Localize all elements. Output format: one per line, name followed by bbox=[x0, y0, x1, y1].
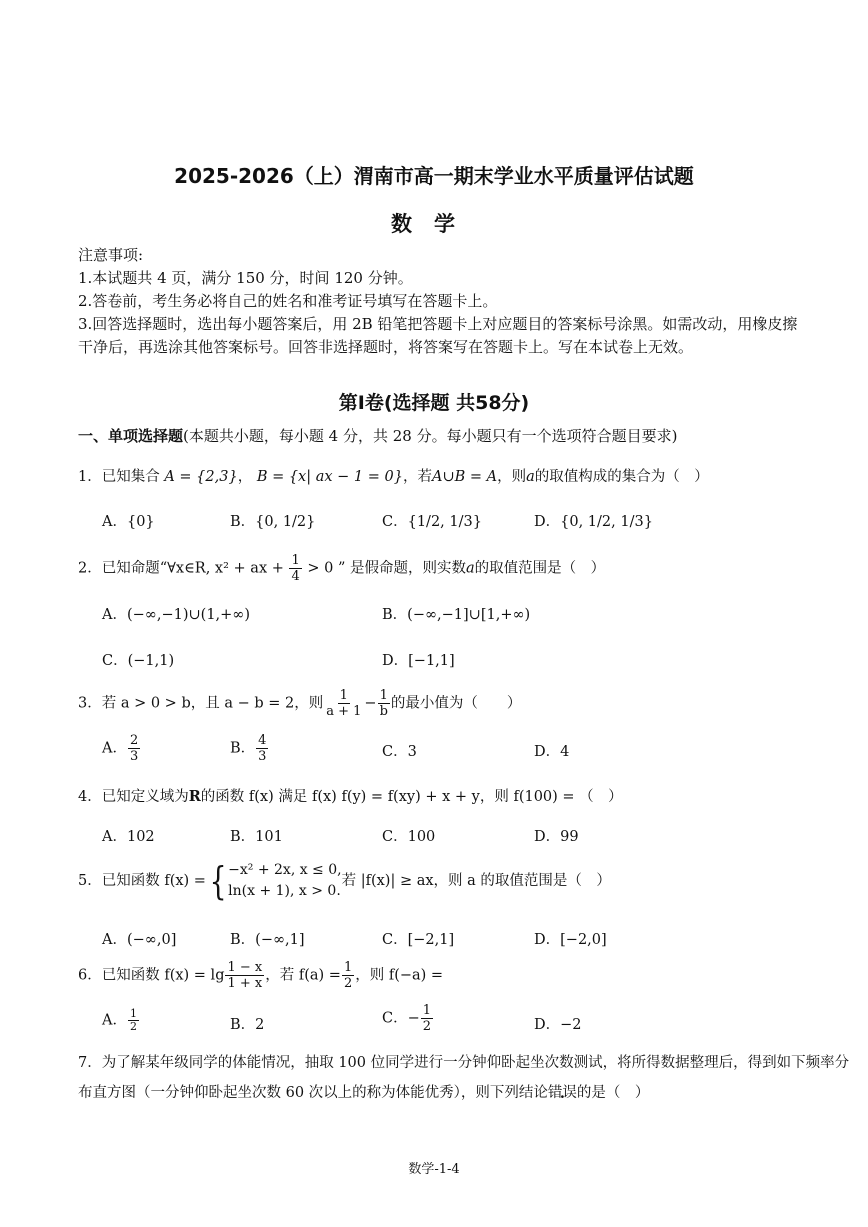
q1-option-c[interactable]: C．{1/2, 1/3} bbox=[382, 514, 482, 530]
q2-option-c[interactable]: C．(−1,1) bbox=[102, 653, 175, 669]
q3-text: 的最小值为（ ） bbox=[390, 695, 522, 712]
q6-option-c[interactable]: C．− $\frac{1}{2}$ bbox=[382, 1003, 432, 1034]
q4-option-a[interactable]: A．102 bbox=[102, 829, 155, 845]
q4-option-b[interactable]: B．101 bbox=[230, 829, 283, 845]
q4-text: 4．已知定义域为 bbox=[78, 789, 189, 805]
question-4-stem bbox=[78, 785, 623, 806]
q3-fraction-1: $\frac{1}{a + 1}$ bbox=[326, 688, 362, 719]
question-1-stem: 1．已知集合 A = {2,3}， B = {x| ax − 1 = 0}，若A∪B = A，则a的取值构成的集合为（ ） bbox=[78, 469, 709, 485]
note-item: 2.答卷前，考生务必将自己的姓名和准考证号填写在答题卡上。 bbox=[78, 292, 498, 310]
q6-option-b[interactable]: B．2 bbox=[230, 1017, 265, 1033]
q5-brace: { bbox=[209, 859, 227, 903]
question-2-stem bbox=[78, 553, 605, 584]
q2-option-b[interactable]: B．(−∞,−1]∪[1,+∞) bbox=[382, 607, 531, 623]
q7-emphasis: 错误 bbox=[547, 1085, 577, 1101]
q4-text: 的函数 f(x) 满足 f(x) f(y) = f(xy) + x + y，则 f(100) = （ ） bbox=[200, 789, 623, 805]
q5-text: 若 |f(x)| ≥ ax，则 a 的取值范围是（ ） bbox=[341, 873, 611, 889]
q1-text: ，则 bbox=[497, 469, 527, 485]
q2-option-a[interactable]: A．(−∞,−1)∪(1,+∞) bbox=[102, 607, 251, 623]
question-3-stem: 3．若 a > 0 > b，且 a − b = 2，则 $\frac{1}{a + 1}$ − $\frac{1}{b}$ 的最小值为（ ） bbox=[78, 688, 522, 719]
q5-option-a[interactable]: A．(−∞,0] bbox=[102, 932, 177, 948]
q4-option-d[interactable]: D．99 bbox=[534, 829, 579, 845]
q6-option-a[interactable]: A． $\frac{1}{2}$ bbox=[102, 1007, 137, 1033]
q3-option-a[interactable]: A． $\frac{2}{3}$ bbox=[102, 733, 139, 764]
q6-half: $\frac{1}{2}$ bbox=[343, 960, 353, 991]
q5-option-b[interactable]: B．(−∞,1] bbox=[230, 932, 305, 948]
q3-text: 3．若 a > 0 > b，且 a − b = 2，则 bbox=[78, 695, 324, 712]
q1-set-a: A = {2,3} bbox=[164, 469, 238, 485]
q1-text: ，若 bbox=[402, 469, 432, 485]
q2-fraction: $\frac{1}{4}$ bbox=[291, 553, 300, 584]
q1-option-b[interactable]: B．{0, 1/2} bbox=[230, 514, 316, 530]
subject-title: 数学 bbox=[391, 212, 477, 236]
note-item: 1.本试题共 4 页，满分 150 分，时间 120 分钟。 bbox=[78, 269, 413, 287]
q6-text: ，若 f(a) = bbox=[265, 967, 341, 984]
q6-option-d[interactable]: D．−2 bbox=[534, 1017, 582, 1033]
section-heading bbox=[78, 425, 677, 446]
q1-var: a bbox=[526, 469, 535, 485]
q3-fraction-2: $\frac{1}{b}$ bbox=[379, 688, 388, 719]
q6-text: ，则 f(−a) = bbox=[355, 967, 444, 984]
section-label: 一、单项选择题 bbox=[78, 427, 184, 445]
q7-text: 的是（ ） bbox=[576, 1085, 650, 1101]
question-6-stem bbox=[78, 960, 443, 991]
q1-condition: A∪B = A bbox=[431, 469, 498, 485]
q3-option-d[interactable]: D．4 bbox=[534, 744, 570, 760]
q2-option-d[interactable]: D．[−1,1] bbox=[382, 653, 455, 669]
q2-text: 2．已知命题“∀x∈R, x² + ax + bbox=[78, 560, 289, 577]
q5-option-d[interactable]: D．[−2,0] bbox=[534, 932, 607, 948]
notes-block bbox=[78, 244, 798, 359]
q2-var: a bbox=[466, 560, 475, 577]
page-footer: 数学-1-4 bbox=[408, 1162, 460, 1177]
q2-text: > 0 ” 是假命题，则实数 bbox=[302, 560, 466, 577]
q2-text: 的取值范围是（ ） bbox=[474, 560, 606, 577]
notes-heading: 注意事项: bbox=[78, 246, 144, 264]
q1-text: 1．已知集合 bbox=[78, 469, 160, 485]
part-title: 第Ⅰ卷(选择题 共58分) bbox=[338, 392, 530, 414]
q5-piecewise: −x² + 2x, x ≤ 0, ln(x + 1), x > 0. bbox=[228, 862, 342, 899]
q5-text: 5．已知函数 f(x) = bbox=[78, 873, 206, 889]
q5-option-c[interactable]: C．[−2,1] bbox=[382, 932, 455, 948]
q6-fraction: $\frac{1 - x}{1 + x}$ bbox=[227, 960, 263, 991]
q1-option-d[interactable]: D．{0, 1/2, 1/3} bbox=[534, 514, 653, 530]
question-7-stem bbox=[78, 1048, 858, 1108]
q3-option-b[interactable]: B． $\frac{4}{3}$ bbox=[230, 733, 267, 764]
question-5-stem bbox=[78, 860, 611, 902]
q7-text: 7．为了解某年级同学的体能情况，抽取 100 位同学进行一分钟仰卧起坐次数测试，将所得数据整理后，得到如下频率分布直方图（一分钟仰卧起坐次数 60 次以上的称为体能优秀），则下列结论 bbox=[78, 1055, 850, 1101]
exam-title: 2025-2026（上）渭南市高一期末学业水平质量评估试题 bbox=[174, 164, 694, 188]
section-desc: (本题共小题，每小题 4 分，共 28 分。每小题只有一个选项符合题目要求) bbox=[183, 427, 678, 445]
q4-real-set: R bbox=[188, 788, 201, 805]
q6-text: 6．已知函数 f(x) = lg bbox=[78, 967, 225, 984]
note-item: 3.回答选择题时，选出每小题答案后，用 2B 铅笔把答题卡上对应题目的答案标号涂黑。如需改动，用橡皮擦干净后，再选涂其他答案标号。回答非选择题时，将答案写在答题卡上。写在本试卷上无效。 bbox=[78, 315, 798, 356]
q1-option-a[interactable]: A．{0} bbox=[102, 514, 155, 530]
q1-set-b: B = {x| ax − 1 = 0} bbox=[256, 469, 403, 485]
q1-text: 的取值构成的集合为（ ） bbox=[534, 469, 709, 485]
q3-option-c[interactable]: C．3 bbox=[382, 744, 417, 760]
q4-option-c[interactable]: C．100 bbox=[382, 829, 436, 845]
